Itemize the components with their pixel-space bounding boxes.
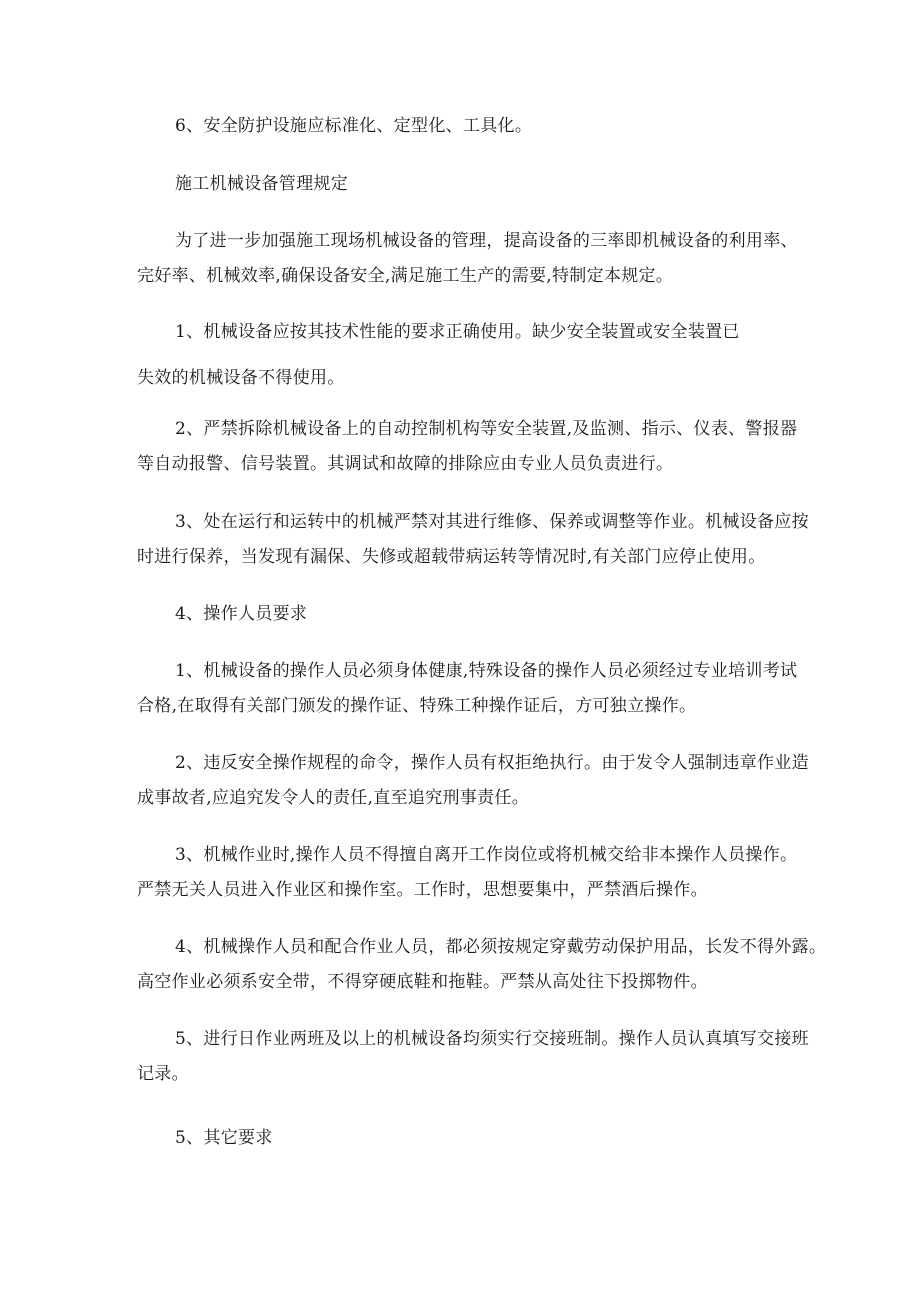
- operator-rule-3-line-2: 严禁无关人员进入作业区和操作室。工作时，思想要集中，严禁酒后操作。: [137, 880, 708, 900]
- operator-rule-4-line-1: 4、机械操作人员和配合作业人员，都必须按规定穿戴劳动保护用品，长发不得外露。: [175, 937, 827, 957]
- rule-3-line-2: 时进行保养，当发现有漏保、失修或超载带病运转等情况时,有关部门应停止使用。: [137, 547, 766, 567]
- rule-1-line-1: 1、机械设备应按其技术性能的要求正确使用。缺少安全装置或安全装置已: [175, 322, 740, 342]
- operator-rule-1-line-2: 合格,在取得有关部门颁发的操作证、特殊工种操作证后，方可独立操作。: [137, 696, 697, 716]
- intro-paragraph-line-2: 完好率、机械效率,确保设备安全,满足施工生产的需要,特制定本规定。: [137, 266, 674, 286]
- section-heading-machinery-management: 施工机械设备管理规定: [175, 174, 348, 194]
- rule-2-line-1: 2、严禁拆除机械设备上的自动控制机构等安全装置,及监测、指示、仪表、警报器: [175, 419, 798, 439]
- item-6-safety-protection: 6、安全防护设施应标准化、定型化、工具化。: [175, 116, 533, 136]
- operator-rule-2-line-2: 成事故者,应追究发令人的责任,直至追究刑事责任。: [137, 788, 530, 808]
- rule-3-line-1: 3、处在运行和运转中的机械严禁对其进行维修、保养或调整等作业。机械设备应按: [175, 512, 809, 532]
- rule-2-line-2: 等自动报警、信号装置。其调试和故障的排除应由专业人员负责进行。: [137, 454, 674, 474]
- operator-rule-5-line-2: 记录。: [137, 1064, 189, 1084]
- section-5-other-requirements: 5、其它要求: [175, 1128, 273, 1148]
- section-4-operator-requirements: 4、操作人员要求: [175, 604, 308, 624]
- operator-rule-1-line-1: 1、机械设备的操作人员必须身体健康,特殊设备的操作人员必须经过专业培训考试: [175, 661, 798, 681]
- operator-rule-5-line-1: 5、进行日作业两班及以上的机械设备均须实行交接班制。操作人员认真填写交接班: [175, 1029, 809, 1049]
- operator-rule-2-line-1: 2、违反安全操作规程的命令，操作人员有权拒绝执行。由于发令人强制违章作业造: [175, 753, 809, 773]
- intro-paragraph-line-1: 为了进一步加强施工现场机械设备的管理，提高设备的三率即机械设备的利用率、: [175, 231, 798, 251]
- operator-rule-3-line-1: 3、机械作业时,操作人员不得擅自离开工作岗位或将机械交给非本操作人员操作。: [175, 845, 798, 865]
- rule-1-line-2: 失效的机械设备不得使用。: [137, 368, 345, 388]
- operator-rule-4-line-2: 高空作业必须系安全带，不得穿硬底鞋和拖鞋。严禁从高处往下投掷物件。: [137, 972, 708, 992]
